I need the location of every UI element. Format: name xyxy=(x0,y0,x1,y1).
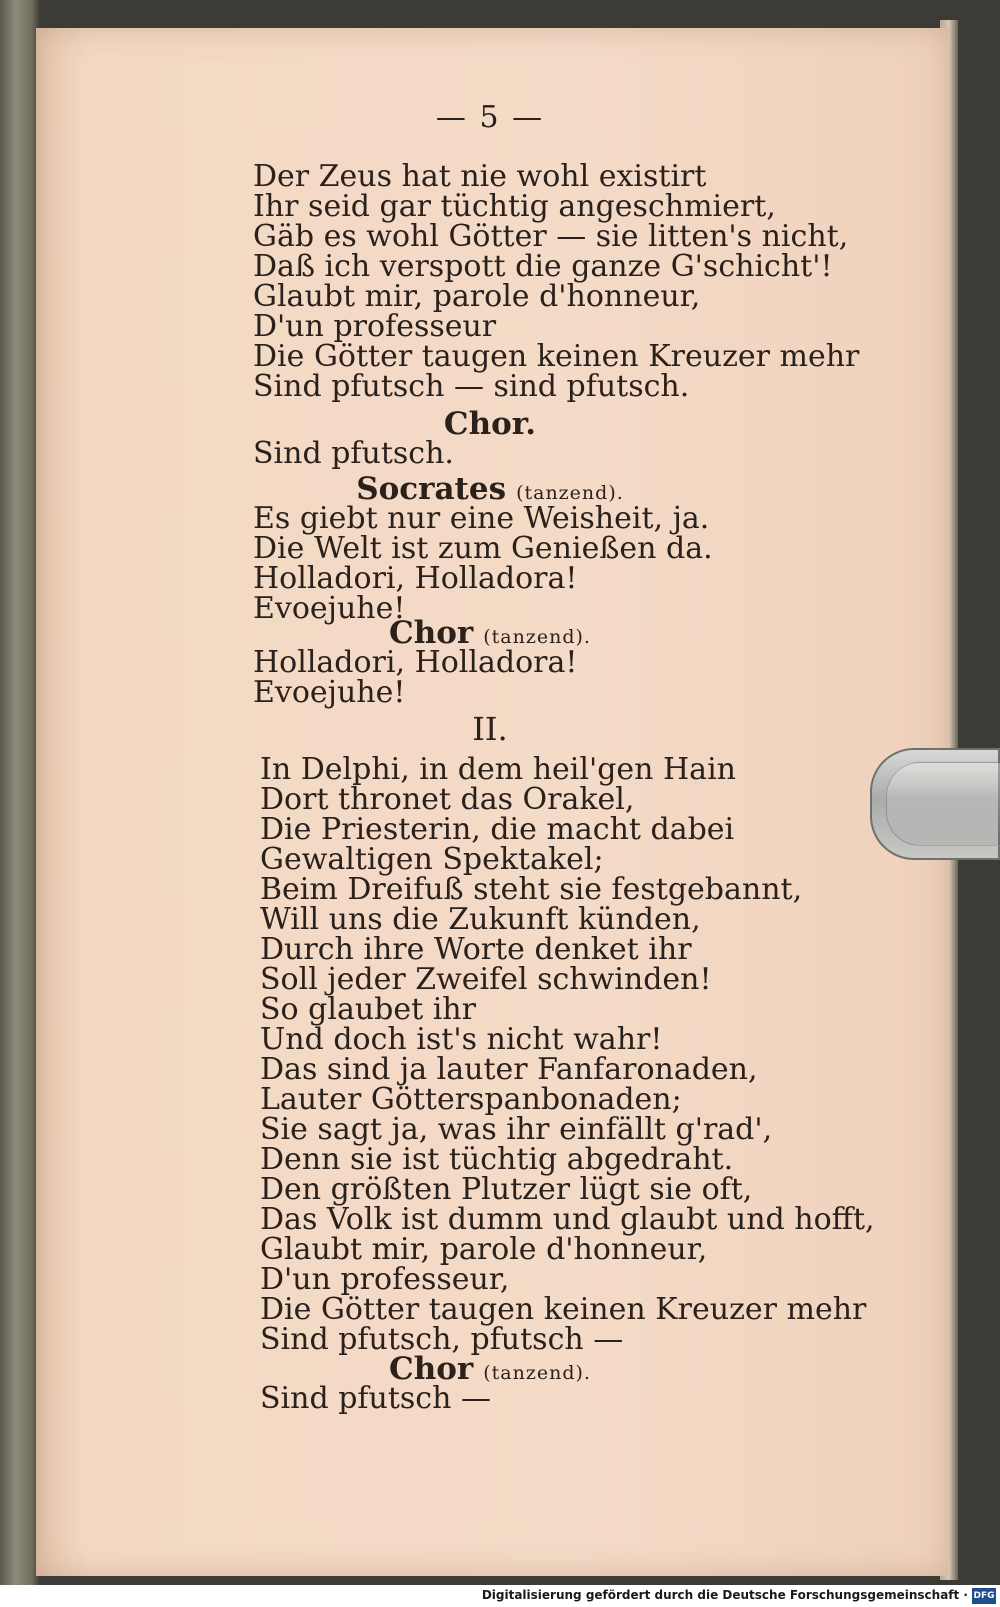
verse-line: Sind pfutsch — xyxy=(260,1381,491,1416)
verse-line: Lauter Götterspanbonaden; xyxy=(260,1082,682,1117)
verse-line: D'un professeur, xyxy=(260,1262,510,1297)
speaker-name: Chor xyxy=(389,1351,474,1387)
verse-line: Soll jeder Zweifel schwinden! xyxy=(260,962,712,997)
verse-line: Dort thronet das Orakel, xyxy=(260,782,635,817)
verse-line: Sie sagt ja, was ihr einfällt g'rad', xyxy=(260,1112,773,1147)
verse-line: Die Götter taugen keinen Kreuzer mehr xyxy=(253,339,860,374)
speaker-heading: Chor. xyxy=(443,406,537,442)
stage-direction: (tanzend). xyxy=(483,626,591,648)
stage-direction: (tanzend). xyxy=(483,1362,591,1384)
verse-line: Holladori, Holladora! xyxy=(253,561,578,596)
footer-bar xyxy=(0,1585,1000,1607)
verse-line: Glaubt mir, parole d'honneur, xyxy=(253,279,701,314)
page-number: — 5 — xyxy=(435,100,545,135)
section-heading: II. xyxy=(472,710,508,748)
verse-line: Beim Dreifuß steht sie festgebannt, xyxy=(260,872,803,907)
verse-line: Sind pfutsch. xyxy=(253,436,454,471)
verse-line: Die Welt ist zum Genießen da. xyxy=(253,531,713,566)
page-clip xyxy=(870,748,1000,860)
verse-line: Das Volk ist dumm und glaubt und hofft, xyxy=(260,1202,875,1237)
verse-line: Evoejuhe! xyxy=(253,591,406,626)
verse-line: Gewaltigen Spektakel; xyxy=(260,842,604,877)
dfg-logo: DFG xyxy=(972,1588,996,1604)
verse-line: Will uns die Zukunft künden, xyxy=(260,902,701,937)
verse-line: Durch ihre Worte denket ihr xyxy=(260,932,692,967)
verse-line: Der Zeus hat nie wohl existirt xyxy=(253,159,707,194)
book-spine xyxy=(0,0,40,1585)
verse-line: Holladori, Holladora! xyxy=(253,645,578,680)
verse-line: Sind pfutsch — sind pfutsch. xyxy=(253,369,690,404)
verse-line: Ihr seid gar tüchtig angeschmiert, xyxy=(253,189,776,224)
verse-line: D'un professeur xyxy=(253,309,497,344)
verse-line: Sind pfutsch, pfutsch — xyxy=(260,1322,624,1357)
verse-line: Gäb es wohl Götter — sie litten's nicht, xyxy=(253,219,849,254)
stage-direction: (tanzend). xyxy=(516,482,624,504)
page-clip-highlight xyxy=(886,762,1000,846)
verse-line: Es giebt nur eine Weisheit, ja. xyxy=(253,501,710,536)
verse-line: In Delphi, in dem heil'gen Hain xyxy=(260,752,736,787)
verse-line: So glaubet ihr xyxy=(260,992,476,1027)
speaker-name: Chor xyxy=(389,615,474,651)
verse-line: Das sind ja lauter Fanfaronaden, xyxy=(260,1052,758,1087)
verse-line: Denn sie ist tüchtig abgedraht. xyxy=(260,1142,734,1177)
verse-line: Daß ich verspott die ganze G'schicht'! xyxy=(253,249,833,284)
footer-credit: Digitalisierung gefördert durch die Deutsche Forschungsgemeinschaft · xyxy=(481,1588,968,1602)
verse-line: Die Priesterin, die macht dabei xyxy=(260,812,735,847)
speaker-name: Socrates xyxy=(356,471,507,507)
verse-line: Evoejuhe! xyxy=(253,675,406,710)
verse-line: Und doch ist's nicht wahr! xyxy=(260,1022,663,1057)
verse-line: Glaubt mir, parole d'honneur, xyxy=(260,1232,708,1267)
verse-line: Die Götter taugen keinen Kreuzer mehr xyxy=(260,1292,867,1327)
verse-line: Den größten Plutzer lügt sie oft, xyxy=(260,1172,753,1207)
